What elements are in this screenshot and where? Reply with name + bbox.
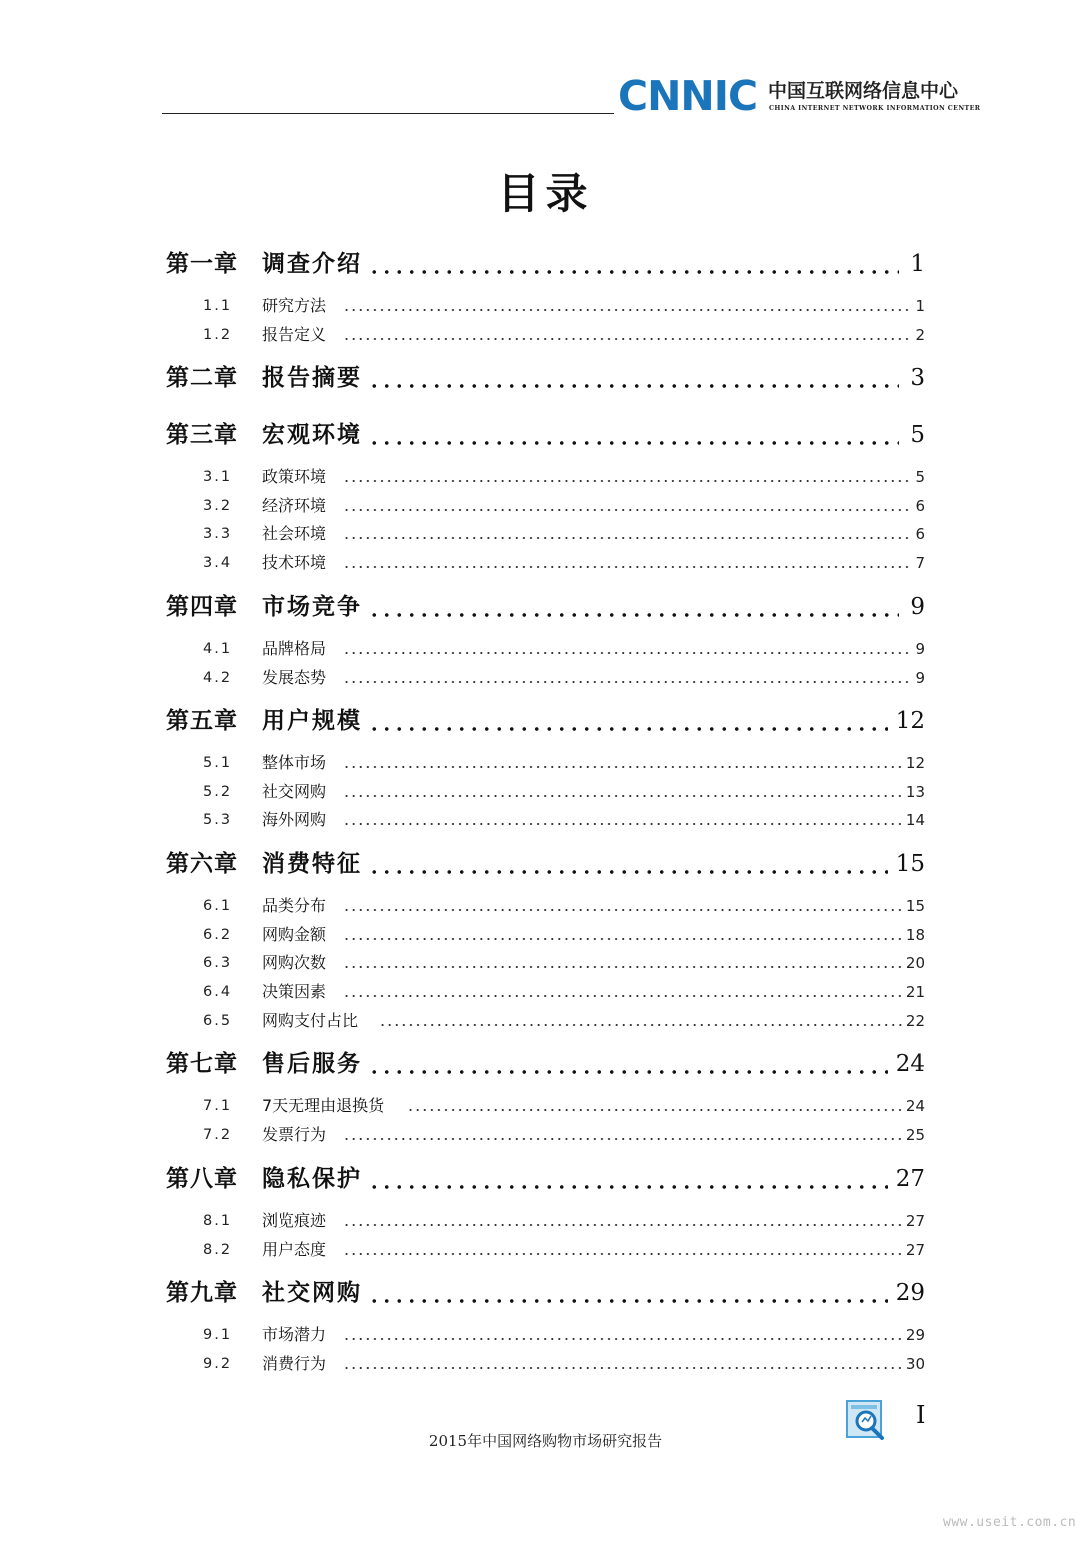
dot-leader [343,508,911,512]
dot-leader [343,337,911,341]
dot-leader [343,479,911,483]
section-title: 经济环境 [262,495,327,515]
dot-leader [343,994,903,998]
chapter-page-number: 12 [895,708,925,734]
section-title: 网购金额 [262,924,327,944]
dot-leader [343,680,911,684]
section-page-number: 13 [905,782,925,801]
section-title: 消费行为 [262,1353,327,1373]
logo-chinese-name: 中国互联网络信息中心 [768,80,959,102]
toc-section-row[interactable] [0,465,1091,489]
logo-cnnic-text: CNNIC [618,72,758,120]
chapter-page-number: 15 [895,851,925,877]
section-number: 3.4 [203,555,233,572]
section-number: 1.1 [203,298,233,314]
header-rule [162,113,614,114]
section-page-number: 6 [915,496,925,515]
section-title: 整体市场 [262,753,327,772]
dot-leader [368,383,899,389]
section-number: 6.5 [203,1012,233,1029]
dot-leader [343,651,911,655]
chapter-number: 第八章 [166,1165,238,1192]
dot-leader [368,612,899,618]
section-page-number: 20 [905,954,925,973]
chapter-number: 第三章 [166,421,238,448]
section-title: 7天无理由退换货 [262,1096,385,1115]
toc-section-row[interactable] [0,1323,1091,1347]
chapter-title: 报告摘要 [262,364,362,391]
dot-leader [343,1252,903,1256]
section-title: 网购次数 [262,953,327,973]
dot-leader [368,1184,888,1190]
dot-leader [343,822,903,826]
toc-section-row[interactable] [0,923,1091,947]
toc-section-row[interactable] [0,951,1091,975]
section-page-number: 7 [915,554,925,573]
toc-section-row[interactable] [0,980,1091,1004]
chapter-page-number: 5 [910,422,925,448]
section-title: 浏览痕迹 [262,1211,327,1230]
watermark-text: www.useit.com.cn [943,1515,1077,1530]
toc-chapter-row[interactable] [0,1162,1091,1196]
dot-leader [343,1137,903,1141]
section-number: 1.2 [203,326,233,343]
toc-chapter-row[interactable] [0,418,1091,452]
section-page-number: 2 [915,325,925,344]
section-title: 品牌格局 [262,639,327,658]
section-title: 品类分布 [262,896,327,915]
section-page-number: 1 [915,297,925,315]
dot-leader [343,308,911,312]
section-page-number: 27 [905,1240,925,1259]
dot-leader [368,1069,888,1075]
dot-leader [379,1023,903,1027]
section-number: 8.2 [203,1241,233,1258]
section-page-number: 9 [915,668,925,687]
toc-section-row[interactable] [0,522,1091,546]
dot-leader [343,536,911,540]
toc-section-row[interactable] [0,808,1091,832]
section-page-number: 29 [905,1326,925,1344]
toc-section-row[interactable] [0,637,1091,661]
chapter-title: 用户规模 [262,707,362,734]
dot-leader [368,869,888,875]
dot-leader [343,965,903,969]
dot-leader [368,726,888,732]
section-page-number: 22 [905,1011,925,1030]
section-number: 3.2 [203,497,233,514]
chapter-page-number: 9 [910,594,925,620]
dot-leader [368,440,899,446]
section-page-number: 30 [905,1354,925,1373]
dot-leader [343,794,903,798]
section-title: 发票行为 [262,1124,327,1144]
toc-section-row[interactable] [0,1123,1091,1147]
toc-chapter-row[interactable] [0,704,1091,738]
page-title: 目录 [497,169,594,218]
section-number: 4.2 [203,669,233,686]
chapter-number: 第六章 [166,850,238,877]
section-number: 4.1 [203,641,233,657]
dot-leader [343,1223,903,1227]
section-page-number: 27 [905,1212,925,1230]
section-page-number: 5 [915,468,925,486]
chapter-page-number: 24 [895,1051,925,1077]
toc-chapter-row[interactable] [0,1276,1091,1310]
section-title: 用户态度 [262,1239,327,1259]
section-title: 社会环境 [262,524,327,544]
footer-report-title: 2015年中国网络购物市场研究报告 [428,1432,663,1450]
chapter-title: 宏观环境 [262,421,362,448]
section-title: 网购支付占比 [262,1010,359,1030]
toc-section-row[interactable] [0,551,1091,575]
dot-leader [407,1108,903,1112]
toc-section-row[interactable] [0,1352,1091,1376]
chapter-page-number: 1 [910,251,925,277]
section-number: 5.1 [203,755,233,771]
section-number: 6.2 [203,926,233,943]
toc-section-row[interactable] [0,894,1091,918]
section-page-number: 15 [905,897,925,915]
section-page-number: 25 [905,1125,925,1144]
section-number: 3.3 [203,526,233,543]
section-page-number: 21 [905,983,925,1002]
dot-leader [343,565,911,569]
section-number: 5.2 [203,783,233,800]
chapter-title: 隐私保护 [262,1165,362,1192]
toc-section-row[interactable] [0,1238,1091,1262]
section-title: 技术环境 [262,553,327,573]
section-title: 社交网购 [262,781,327,801]
section-number: 3.1 [203,469,233,485]
toc-section-row[interactable] [0,666,1091,690]
toc-section-row[interactable] [0,294,1091,318]
section-number: 9.1 [203,1327,233,1343]
section-number: 6.4 [203,984,233,1001]
section-page-number: 18 [905,925,925,944]
chapter-number: 第七章 [166,1050,238,1077]
section-page-number: 12 [905,754,925,772]
section-number: 6.3 [203,955,233,972]
dot-leader [343,908,903,912]
toc-chapter-row[interactable] [0,847,1091,881]
section-title: 市场潜力 [262,1325,327,1344]
logo-english-name: CHINA INTERNET NETWORK INFORMATION CENTER [769,105,981,112]
section-page-number: 6 [915,525,925,544]
toc-chapter-row[interactable] [0,361,1091,395]
chapter-title: 社交网购 [262,1279,362,1306]
section-page-number: 14 [905,811,925,830]
chapter-title: 市场竞争 [262,593,362,620]
toc-section-row[interactable] [0,494,1091,518]
chapter-title: 调查介绍 [262,250,362,277]
chapter-page-number: 27 [895,1166,925,1192]
toc-section-row[interactable] [0,1009,1091,1033]
section-title: 报告定义 [262,324,327,344]
toc-section-row[interactable] [0,780,1091,804]
cnnic-logo [618,72,998,120]
chapter-title: 消费特征 [262,850,362,877]
dot-leader [343,937,903,941]
section-number: 7.2 [203,1126,233,1143]
section-number: 8.1 [203,1213,233,1229]
section-title: 发展态势 [262,667,327,687]
dot-leader [343,1337,903,1341]
toc-chapter-row[interactable] [0,590,1091,624]
section-page-number: 24 [905,1097,925,1115]
section-title: 研究方法 [262,296,327,315]
section-number: 7.1 [203,1098,233,1114]
section-title: 决策因素 [262,982,327,1002]
toc-section-row[interactable] [0,751,1091,775]
toc-section-row[interactable] [0,1094,1091,1118]
chapter-number: 第九章 [166,1279,238,1306]
chapter-number: 第五章 [166,707,238,734]
section-page-number: 9 [915,640,925,658]
dot-leader [343,765,903,769]
section-title: 政策环境 [262,467,327,486]
chapter-page-number: 3 [910,365,925,391]
dot-leader [368,269,899,275]
toc-section-row[interactable] [0,323,1091,347]
chapter-number: 第一章 [166,250,238,277]
dot-leader [343,1366,903,1370]
toc-section-row[interactable] [0,1209,1091,1233]
chapter-title: 售后服务 [262,1050,362,1077]
section-number: 5.3 [203,812,233,829]
section-number: 6.1 [203,898,233,914]
toc-chapter-row[interactable] [0,1047,1091,1081]
dot-leader [368,1298,888,1304]
toc-chapter-row[interactable] [0,247,1091,281]
chapter-number: 第二章 [166,364,238,391]
section-number: 9.2 [203,1355,233,1372]
footer-page-number: I [916,1401,926,1429]
section-title: 海外网购 [262,810,327,830]
chapter-page-number: 29 [895,1280,925,1306]
chapter-number: 第四章 [166,593,238,620]
